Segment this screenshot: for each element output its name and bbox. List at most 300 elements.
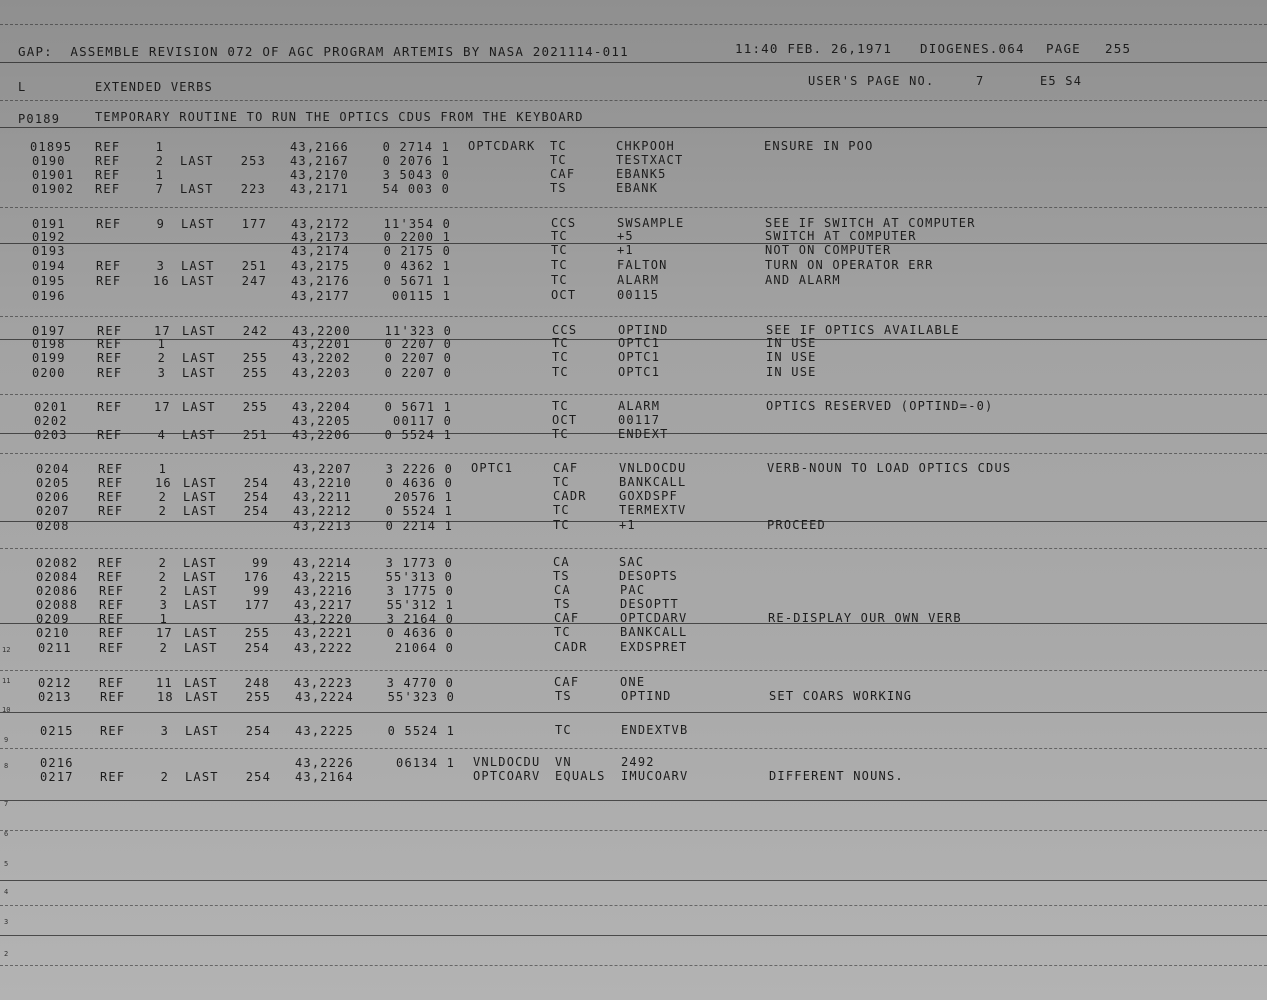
listing-ref: REF <box>95 154 121 168</box>
listing-n: 11 <box>156 676 173 690</box>
margin-mark: 3 <box>4 918 9 926</box>
listing-last: LAST <box>184 641 218 655</box>
listing-last: LAST <box>182 428 216 442</box>
listing-ln: 251 <box>242 428 268 442</box>
listing-seq: 02086 <box>36 584 79 598</box>
listing-seq: 0190 <box>32 154 66 168</box>
listing-addr: 43,2214 <box>293 556 352 570</box>
listing-n: 2 <box>158 504 167 518</box>
listing-n: 3 <box>160 724 169 738</box>
listing-n: 16 <box>155 476 172 490</box>
listing-op: TS <box>554 597 571 611</box>
listing-addr: 43,2172 <box>291 217 350 231</box>
listing-op: TC <box>552 365 569 379</box>
listing-operand: BANKCALL <box>620 625 688 639</box>
listing-ref: REF <box>96 274 122 288</box>
listing-word: 54 003 0 <box>382 182 450 196</box>
listing-addr: 43,2226 <box>295 756 354 770</box>
listing-addr: 43,2173 <box>291 230 350 244</box>
listing-last: LAST <box>184 676 218 690</box>
listing-n: 3 <box>157 366 166 380</box>
listing-operand: 00115 <box>617 288 660 302</box>
listing-ref: REF <box>99 626 125 640</box>
listing-seq: 01901 <box>32 168 75 182</box>
users-page-number: 7 <box>976 74 985 88</box>
listing-word: 0 2207 0 <box>384 366 452 380</box>
listing-addr: 43,2211 <box>293 490 352 504</box>
page-rule <box>0 394 1267 395</box>
listing-addr: 43,2225 <box>295 724 354 738</box>
listing-op: CADR <box>554 640 588 654</box>
listing-addr: 43,2216 <box>294 584 353 598</box>
listing-seq: 01902 <box>32 182 75 196</box>
listing-addr: 43,2175 <box>291 259 350 273</box>
listing-op: TC <box>555 723 572 737</box>
page-rule <box>0 62 1267 63</box>
listing-last: LAST <box>182 324 216 338</box>
listing-word: 0 2207 0 <box>384 337 452 351</box>
listing-seq: 0208 <box>36 519 70 533</box>
listing-op: CAF <box>550 167 576 181</box>
listing-seq: 0205 <box>36 476 70 490</box>
listing-last: LAST <box>185 770 219 784</box>
listing-ln: 254 <box>243 504 269 518</box>
listing-ln: 242 <box>242 324 268 338</box>
listing-n: 3 <box>156 259 165 273</box>
listing-operand: OPTIND <box>618 323 669 337</box>
listing-operand: OPTIND <box>621 689 672 703</box>
page-rule <box>0 316 1267 317</box>
listing-op: CCS <box>551 216 577 230</box>
listing-word: 0 5524 1 <box>385 504 453 518</box>
listing-word: 06134 1 <box>396 756 455 770</box>
listing-addr: 43,2171 <box>290 182 349 196</box>
listing-seq: 0193 <box>32 244 66 258</box>
listing-operand: DESOPTS <box>619 569 678 583</box>
listing-addr: 43,2164 <box>295 770 354 784</box>
listing-operand: EBANK <box>616 181 659 195</box>
margin-mark: 4 <box>4 888 9 896</box>
listing-ref: REF <box>98 490 124 504</box>
listing-seq: 0217 <box>40 770 74 784</box>
listing-seq: 0196 <box>32 289 66 303</box>
listing-op: TS <box>555 689 572 703</box>
listing-operand: OPTC1 <box>618 350 661 364</box>
listing-n: 1 <box>155 140 164 154</box>
listing-seq: 0195 <box>32 274 66 288</box>
listing-ref: REF <box>95 182 121 196</box>
listing-seq: 0206 <box>36 490 70 504</box>
listing-word: 0 2175 0 <box>383 244 451 258</box>
page-rule <box>0 670 1267 671</box>
listing-ln: 254 <box>244 641 270 655</box>
margin-mark: 12 <box>2 646 11 654</box>
listing-word: 3 4770 0 <box>386 676 454 690</box>
listing-addr: 43,2176 <box>291 274 350 288</box>
listing-seq: 0207 <box>36 504 70 518</box>
listing-ln: 99 <box>253 584 270 598</box>
margin-mark: 10 <box>2 706 11 714</box>
listing-last: LAST <box>182 351 216 365</box>
listing-n: 9 <box>156 217 165 231</box>
listing-ref: REF <box>95 168 121 182</box>
listing-ref: REF <box>98 570 124 584</box>
listing-n: 2 <box>158 570 167 584</box>
listing-seq: 0212 <box>38 676 72 690</box>
listing-op: CA <box>553 555 570 569</box>
listing-n: 2 <box>160 770 169 784</box>
listing-ref: REF <box>96 259 122 273</box>
listing-ref: REF <box>97 400 123 414</box>
listing-operand: BANKCALL <box>619 475 687 489</box>
listing-op: TC <box>553 475 570 489</box>
listing-word: 21064 0 <box>395 641 454 655</box>
listing-last: LAST <box>184 584 218 598</box>
listing-last: LAST <box>183 490 217 504</box>
listing-addr: 43,2223 <box>294 676 353 690</box>
listing-comment: DIFFERENT NOUNS. <box>769 769 904 783</box>
listing-ln: 255 <box>245 690 271 704</box>
listing-addr: 43,2221 <box>294 626 353 640</box>
listing-word: 0 5671 1 <box>383 274 451 288</box>
listing-n: 1 <box>158 462 167 476</box>
listing-last: LAST <box>185 724 219 738</box>
page-rule <box>0 748 1267 749</box>
listing-seq: 02084 <box>36 570 79 584</box>
routine-title: TEMPORARY ROUTINE TO RUN THE OPTICS CDUS FROM THE KEYBOARD <box>95 110 584 124</box>
listing-ln: 254 <box>245 724 271 738</box>
listing-ln: 99 <box>252 556 269 570</box>
listing-op: TC <box>554 625 571 639</box>
listing-op: TC <box>551 273 568 287</box>
page-rule <box>0 24 1267 25</box>
listing-ref: REF <box>95 140 121 154</box>
listing-n: 7 <box>155 182 164 196</box>
listing-word: 20576 1 <box>394 490 453 504</box>
listing-addr: 43,2212 <box>293 504 352 518</box>
listing-ref: REF <box>98 476 124 490</box>
listing-n: 4 <box>157 428 166 442</box>
listing-ref: REF <box>99 676 125 690</box>
listing-seq: 0204 <box>36 462 70 476</box>
page-rule <box>0 880 1267 881</box>
listing-last: LAST <box>183 556 217 570</box>
listing-word: 3 1775 0 <box>386 584 454 598</box>
listing-op: OCT <box>552 413 578 427</box>
listing-operand: 2492 <box>621 755 655 769</box>
page-rule <box>0 965 1267 966</box>
listing-op: TC <box>552 427 569 441</box>
listing-operand: +1 <box>617 243 634 257</box>
listing-addr: 43,2213 <box>293 519 352 533</box>
margin-mark: 11 <box>2 677 11 685</box>
listing-seq: 0191 <box>32 217 66 231</box>
listing-ref: REF <box>97 351 123 365</box>
listing-word: 0 4636 0 <box>386 626 454 640</box>
listing-operand: OPTCDARV <box>620 611 688 625</box>
listing-ln: 255 <box>242 400 268 414</box>
listing-word: 55'312 1 <box>386 598 454 612</box>
margin-mark: 9 <box>4 736 9 744</box>
listing-last: LAST <box>181 259 215 273</box>
listing-op: TC <box>551 258 568 272</box>
listing-n: 2 <box>159 641 168 655</box>
listing-ln: 223 <box>240 182 266 196</box>
listing-op: TC <box>550 153 567 167</box>
listing-last: LAST <box>185 690 219 704</box>
listing-seq: 0194 <box>32 259 66 273</box>
listing-seq: 0210 <box>36 626 70 640</box>
listing-word: 55'323 0 <box>387 690 455 704</box>
listing-operand: PAC <box>620 583 646 597</box>
listing-n: 2 <box>159 584 168 598</box>
listing-n: 1 <box>157 337 166 351</box>
listing-seq: 0213 <box>38 690 72 704</box>
section-code: E5 S4 <box>1040 74 1083 88</box>
listing-ref: REF <box>98 504 124 518</box>
listing-ref: REF <box>99 584 125 598</box>
listing-addr: 43,2217 <box>294 598 353 612</box>
margin-mark: 7 <box>4 800 9 808</box>
listing-n: 2 <box>158 556 167 570</box>
listing-ln: 248 <box>244 676 270 690</box>
listing-comment: AND ALARM <box>765 273 841 287</box>
listing-ln: 176 <box>243 570 269 584</box>
listing-operand: SAC <box>619 555 645 569</box>
listing-op: TC <box>552 336 569 350</box>
listing-ref: REF <box>97 337 123 351</box>
listing-op: TS <box>553 569 570 583</box>
listing-word: 55'313 0 <box>385 570 453 584</box>
listing-op: CAF <box>554 611 580 625</box>
listing-n: 18 <box>157 690 174 704</box>
listing-addr: 43,2207 <box>293 462 352 476</box>
listing-last: LAST <box>183 504 217 518</box>
listing-n: 2 <box>157 351 166 365</box>
listing-comment: SWITCH AT COMPUTER <box>765 229 917 243</box>
listing-addr: 43,2200 <box>292 324 351 338</box>
listing-ln: 253 <box>240 154 266 168</box>
listing-seq: 01895 <box>30 140 73 154</box>
listing-comment: SEE IF SWITCH AT COMPUTER <box>765 216 976 230</box>
listing-ref: REF <box>97 324 123 338</box>
listing-operand: ALARM <box>618 399 661 413</box>
listing-op: TS <box>550 181 567 195</box>
listing-ln: 247 <box>241 274 267 288</box>
listing-op: CAF <box>553 461 579 475</box>
listing-last: LAST <box>181 274 215 288</box>
listing-word: 0 2200 1 <box>383 230 451 244</box>
listing-comment: SET COARS WORKING <box>769 689 913 703</box>
listing-seq: 02082 <box>36 556 79 570</box>
page-rule <box>0 830 1267 831</box>
listing-comment: IN USE <box>766 336 817 350</box>
listing-operand: TESTXACT <box>616 153 684 167</box>
listing-n: 2 <box>158 490 167 504</box>
listing-seq: 0211 <box>38 641 72 655</box>
listing-ref: REF <box>100 770 126 784</box>
listing-comment: ENSURE IN POO <box>764 139 874 153</box>
listing-comment: RE-DISPLAY OUR OWN VERB <box>768 611 962 625</box>
listing-ref: REF <box>97 428 123 442</box>
listing-word: 3 2164 0 <box>386 612 454 626</box>
listing-word: 3 1773 0 <box>385 556 453 570</box>
page-rule <box>0 548 1267 549</box>
listing-op: TC <box>551 243 568 257</box>
listing-op: TC <box>552 350 569 364</box>
page-number: 255 <box>1105 41 1132 56</box>
listing-addr: 43,2205 <box>292 414 351 428</box>
listing-operand: VNLDOCDU <box>619 461 687 475</box>
listing-addr: 43,2201 <box>292 337 351 351</box>
listing-label: OPTCDARK <box>468 139 536 153</box>
listing-word: 11'354 0 <box>383 217 451 231</box>
listing-seq: 0197 <box>32 324 66 338</box>
page-rule <box>0 935 1267 936</box>
margin-mark: 8 <box>4 762 9 770</box>
listing-addr: 43,2220 <box>294 612 353 626</box>
listing-comment: SEE IF OPTICS AVAILABLE <box>766 323 960 337</box>
listing-n: 17 <box>156 626 173 640</box>
listing-seq: 02088 <box>36 598 79 612</box>
listing-comment: TURN ON OPERATOR ERR <box>765 258 934 272</box>
listing-ln: 255 <box>242 351 268 365</box>
listing-operand: EXDSPRET <box>620 640 688 654</box>
listing-ln: 255 <box>244 626 270 640</box>
listing-n: 17 <box>154 324 171 338</box>
listing-op: EQUALS <box>555 769 606 783</box>
page-rule <box>0 712 1267 713</box>
listing-seq: 0216 <box>40 756 74 770</box>
listing-last: LAST <box>184 626 218 640</box>
listing-word: 0 2076 1 <box>382 154 450 168</box>
listing-ln: 254 <box>243 490 269 504</box>
listing-n: 1 <box>159 612 168 626</box>
listing-n: 16 <box>153 274 170 288</box>
listing-addr: 43,2206 <box>292 428 351 442</box>
listing-last: LAST <box>184 598 218 612</box>
listing-comment: IN USE <box>766 365 817 379</box>
listing-word: 00115 1 <box>392 289 451 303</box>
listing-ref: REF <box>97 366 123 380</box>
listing-seq: 0215 <box>40 724 74 738</box>
gap-header: GAP: ASSEMBLE REVISION 072 OF AGC PROGRAM ARTEMIS BY NASA 2021114-011 <box>18 44 629 59</box>
page-rule <box>0 207 1267 208</box>
listing-ln: 177 <box>244 598 270 612</box>
listing-word: 11'323 0 <box>384 324 452 338</box>
listing-comment: IN USE <box>766 350 817 364</box>
listing-addr: 43,2170 <box>290 168 349 182</box>
listing-ref: REF <box>98 556 124 570</box>
listing-op: CADR <box>553 489 587 503</box>
listing-op: OCT <box>551 288 577 302</box>
listing-op: TC <box>553 503 570 517</box>
listing-word: 00117 0 <box>393 414 452 428</box>
users-page-label: USER'S PAGE NO. <box>808 74 935 88</box>
listing-label: VNLDOCDU <box>473 755 541 769</box>
listing-word: 0 2214 1 <box>385 519 453 533</box>
listing-op: CA <box>554 583 571 597</box>
listing-op: TC <box>550 139 567 153</box>
listing-addr: 43,2177 <box>291 289 350 303</box>
listing-addr: 43,2203 <box>292 366 351 380</box>
listing-ln: 254 <box>243 476 269 490</box>
page-rule <box>0 127 1267 128</box>
listing-operand: ENDEXTVB <box>621 723 689 737</box>
listing-word: 0 2207 0 <box>384 351 452 365</box>
listing-operand: DESOPTT <box>620 597 679 611</box>
listing-op: CCS <box>552 323 578 337</box>
listing-ref: REF <box>99 598 125 612</box>
listing-n: 3 <box>159 598 168 612</box>
listing-operand: +5 <box>617 229 634 243</box>
section-letter: L <box>18 80 27 94</box>
listing-n: 17 <box>154 400 171 414</box>
listing-ref: REF <box>98 462 124 476</box>
listing-seq: 0203 <box>34 428 68 442</box>
listing-seq: 0200 <box>32 366 66 380</box>
listing-operand: OPTC1 <box>618 336 661 350</box>
listing-op: TC <box>553 518 570 532</box>
listing-comment: PROCEED <box>767 518 826 532</box>
listing-last: LAST <box>180 154 214 168</box>
listing-last: LAST <box>181 217 215 231</box>
page-rule <box>0 453 1267 454</box>
listing-seq: 0199 <box>32 351 66 365</box>
page-label: PAGE <box>1046 41 1081 56</box>
listing-operand: 00117 <box>618 413 661 427</box>
listing-ln: 251 <box>241 259 267 273</box>
margin-mark: 2 <box>4 950 9 958</box>
listing-operand: ONE <box>620 675 646 689</box>
listing-operand: IMUCOARV <box>621 769 689 783</box>
listing-n: 2 <box>155 154 164 168</box>
listing-word: 0 4362 1 <box>383 259 451 273</box>
listing-op: VN <box>555 755 572 769</box>
listing-last: LAST <box>183 570 217 584</box>
host-name: DIOGENES.064 <box>920 41 1025 56</box>
listing-last: LAST <box>180 182 214 196</box>
listing-ln: 255 <box>242 366 268 380</box>
listing-word: 0 5524 1 <box>384 428 452 442</box>
listing-addr: 43,2166 <box>290 140 349 154</box>
page-rule <box>0 800 1267 801</box>
page-rule <box>0 100 1267 101</box>
listing-comment: OPTICS RESERVED (OPTIND=-0) <box>766 399 994 413</box>
listing-ref: REF <box>99 612 125 626</box>
listing-addr: 43,2204 <box>292 400 351 414</box>
listing-word: 0 4636 0 <box>385 476 453 490</box>
listing-operand: FALTON <box>617 258 668 272</box>
listing-ref: REF <box>99 641 125 655</box>
listing-operand: OPTC1 <box>618 365 661 379</box>
listing-operand: +1 <box>619 518 636 532</box>
listing-operand: ALARM <box>617 273 660 287</box>
listing-addr: 43,2222 <box>294 641 353 655</box>
listing-label: OPTC1 <box>471 461 514 475</box>
listing-last: LAST <box>182 366 216 380</box>
listing-operand: TERMEXTV <box>619 503 687 517</box>
listing-ref: REF <box>100 690 126 704</box>
listing-ln: 177 <box>241 217 267 231</box>
listing-operand: GOXDSPF <box>619 489 678 503</box>
listing-word: 0 5671 1 <box>384 400 452 414</box>
listing-seq: 0209 <box>36 612 70 626</box>
listing-word: 3 2226 0 <box>385 462 453 476</box>
print-datetime: 11:40 FEB. 26,1971 <box>735 41 893 56</box>
listing-word: 0 2714 1 <box>382 140 450 154</box>
listing-word: 0 5524 1 <box>387 724 455 738</box>
